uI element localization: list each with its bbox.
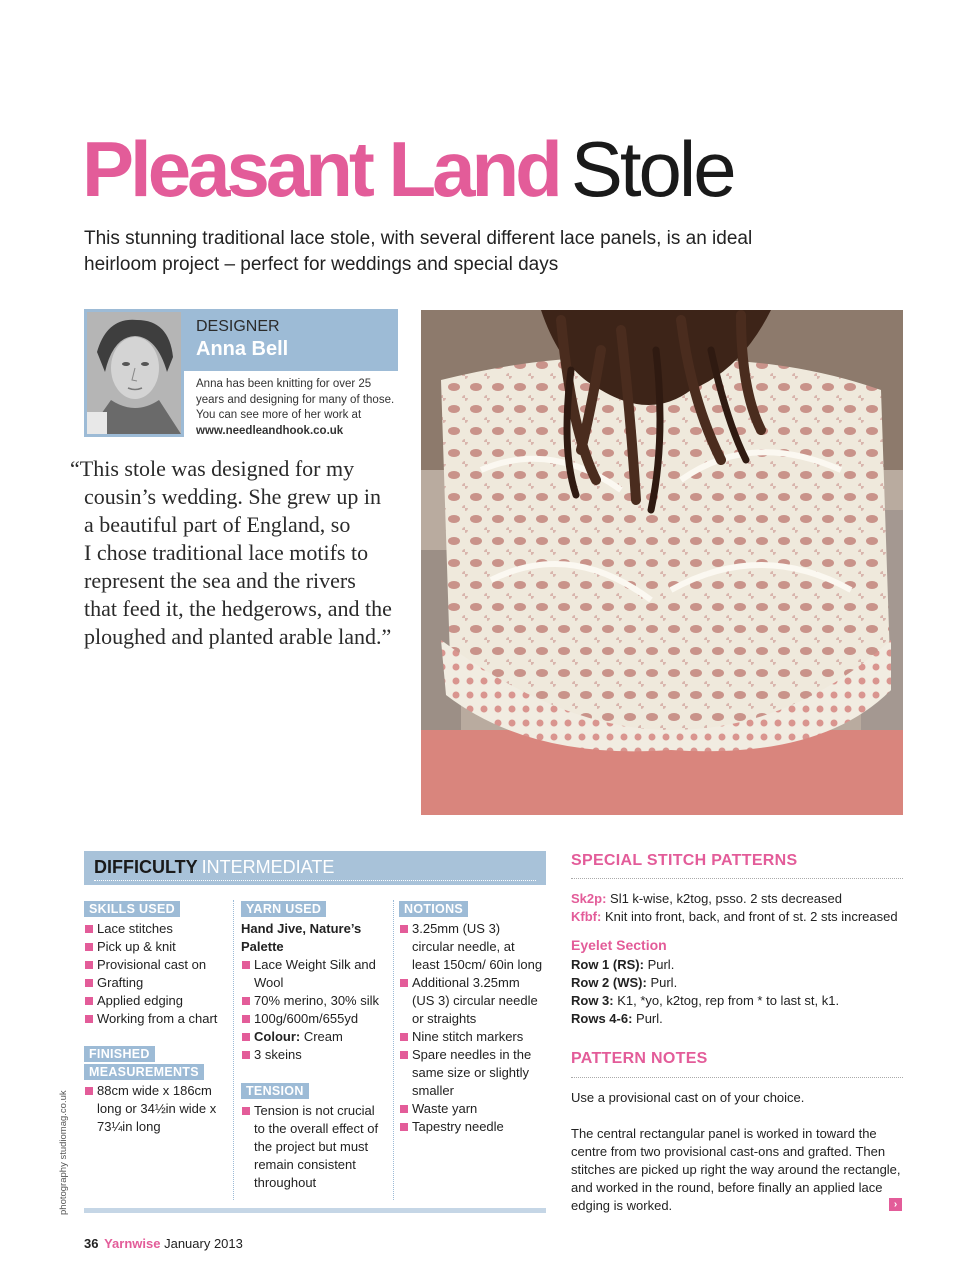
skills-item: Lace stitches bbox=[84, 920, 229, 938]
notions-column bbox=[399, 900, 544, 1136]
notions-list bbox=[399, 920, 544, 1136]
divider bbox=[571, 878, 903, 879]
special-stitches-body bbox=[571, 890, 911, 1028]
notions-heading: NOTIONS bbox=[399, 901, 468, 917]
title-black: Stole bbox=[570, 125, 734, 213]
quote-line: represent the sea and the rivers bbox=[84, 568, 356, 593]
standfirst: This stunning traditional lace stole, with several different lace panels, is an ideal heirloom project – perfect for weddings and special days bbox=[84, 228, 753, 275]
quote-line: that feed it, the hedgerows, and the bbox=[84, 596, 392, 621]
designer-bio-text: Anna has been knitting for over 25 years and designing for many of those. You can see more of her work at bbox=[196, 378, 395, 421]
yarn-item: 100g/600m/655yd bbox=[241, 1010, 389, 1028]
difficulty-label: DIFFICULTY bbox=[94, 857, 198, 877]
special-stitches-heading: SPECIAL STITCH PATTERNS bbox=[571, 852, 798, 869]
designer-role: DESIGNER bbox=[196, 318, 280, 335]
measurements-item: 88cm wide x 186cm long or 34½in wide x 73¼in long bbox=[84, 1082, 229, 1136]
eyelet-row: Row 2 (WS): Purl. bbox=[571, 975, 678, 990]
column-divider bbox=[233, 900, 234, 1200]
notions-item: Nine stitch markers bbox=[399, 1028, 544, 1046]
eyelet-row: Rows 4-6: Purl. bbox=[571, 1011, 663, 1026]
pattern-notes-body bbox=[571, 1089, 901, 1233]
page-number: 36 bbox=[84, 1236, 99, 1251]
column-divider bbox=[393, 900, 394, 1200]
notions-item: 3.25mm (US 3) circular needle, at least 150cm/ 60in long bbox=[399, 920, 544, 974]
tension-list bbox=[241, 1102, 389, 1192]
quote-line: a beautiful part of England, so bbox=[84, 512, 351, 537]
difficulty-value: INTERMEDIATE bbox=[201, 857, 335, 877]
yarn-list bbox=[241, 920, 389, 1064]
designer-bio bbox=[196, 377, 396, 439]
notions-item: Waste yarn bbox=[399, 1100, 544, 1118]
skills-item: Provisional cast on bbox=[84, 956, 229, 974]
notions-item: Tapestry needle bbox=[399, 1118, 544, 1136]
measurements-list bbox=[84, 1082, 229, 1136]
designer-portrait bbox=[84, 309, 184, 437]
designer-url-link[interactable]: www.needleandhook.co.uk bbox=[196, 424, 344, 437]
pattern-notes-paragraph: Use a provisional cast on of your choice. bbox=[571, 1090, 805, 1105]
yarn-name: Hand Jive, Nature’s Palette bbox=[241, 921, 362, 954]
issue-date: January 2013 bbox=[164, 1236, 243, 1251]
quote-line: ploughed and planted arable land.” bbox=[84, 624, 392, 649]
eyelet-row: Row 1 (RS): Purl. bbox=[571, 957, 675, 972]
skills-list bbox=[84, 920, 229, 1028]
skills-item: Applied edging bbox=[84, 992, 229, 1010]
magazine-name: Yarnwise bbox=[104, 1236, 161, 1251]
yarn-colour: Colour: Cream bbox=[241, 1028, 389, 1046]
title-pink: Pleasant Land bbox=[82, 125, 559, 213]
yarn-item: 70% merino, 30% silk bbox=[241, 992, 389, 1010]
page-footer bbox=[84, 1236, 243, 1251]
eyelet-heading: Eyelet Section bbox=[571, 937, 667, 953]
skills-item: Grafting bbox=[84, 974, 229, 992]
skills-item: Pick up & knit bbox=[84, 938, 229, 956]
pull-quote bbox=[70, 455, 410, 651]
kfbf-definition: Kfbf: Knit into front, back, and front of st. 2 sts increased bbox=[571, 909, 898, 924]
yarn-skeins: 3 skeins bbox=[241, 1046, 389, 1064]
article-title bbox=[82, 125, 734, 213]
measurements-heading: FINISHED bbox=[84, 1046, 155, 1062]
designer-name: Anna Bell bbox=[196, 338, 289, 360]
quote-line: “This stole was designed for my bbox=[70, 456, 355, 481]
eyelet-row: Row 3: K1, *yo, k2tog, rep from * to last st, k1. bbox=[571, 993, 840, 1008]
box-bottom-rule bbox=[84, 1208, 546, 1213]
stole-photo bbox=[421, 310, 903, 815]
arrow-right-icon[interactable]: › bbox=[889, 1198, 902, 1211]
measurements-heading: MEASUREMENTS bbox=[84, 1064, 204, 1080]
tension-item: Tension is not crucial to the overall effect of the project but must remain consistent throughout bbox=[241, 1102, 389, 1192]
pattern-notes-heading: PATTERN NOTES bbox=[571, 1050, 708, 1067]
divider bbox=[571, 1077, 903, 1078]
yarn-column bbox=[241, 900, 389, 1192]
notions-item: Additional 3.25mm (US 3) circular needle or straights bbox=[399, 974, 544, 1028]
skills-column bbox=[84, 900, 229, 1136]
difficulty-bar bbox=[84, 851, 546, 885]
difficulty-rule bbox=[94, 880, 536, 881]
quote-line: I chose traditional lace motifs to bbox=[84, 540, 369, 565]
yarn-item: Lace Weight Silk and Wool bbox=[241, 956, 389, 992]
skills-heading: SKILLS USED bbox=[84, 901, 180, 917]
designer-box bbox=[84, 309, 398, 439]
tension-heading: TENSION bbox=[241, 1083, 309, 1099]
photo-credit: photography studiomag.co.uk bbox=[58, 1090, 69, 1215]
designer-header bbox=[184, 309, 398, 371]
notions-item: Spare needles in the same size or slightly smaller bbox=[399, 1046, 544, 1100]
pattern-notes-paragraph: The central rectangular panel is worked in toward the centre from two provisional cast-ons and grafted. Then stitches are picked up right the way around the rectangle, and worked in the round, before finally an applied lace edging is worked. bbox=[571, 1126, 901, 1213]
yarn-heading: YARN USED bbox=[241, 901, 326, 917]
skills-item: Working from a chart bbox=[84, 1010, 229, 1028]
sk2p-definition: Sk2p: Sl1 k-wise, k2tog, psso. 2 sts decreased bbox=[571, 891, 842, 906]
quote-line: cousin’s wedding. She grew up in bbox=[84, 484, 381, 509]
